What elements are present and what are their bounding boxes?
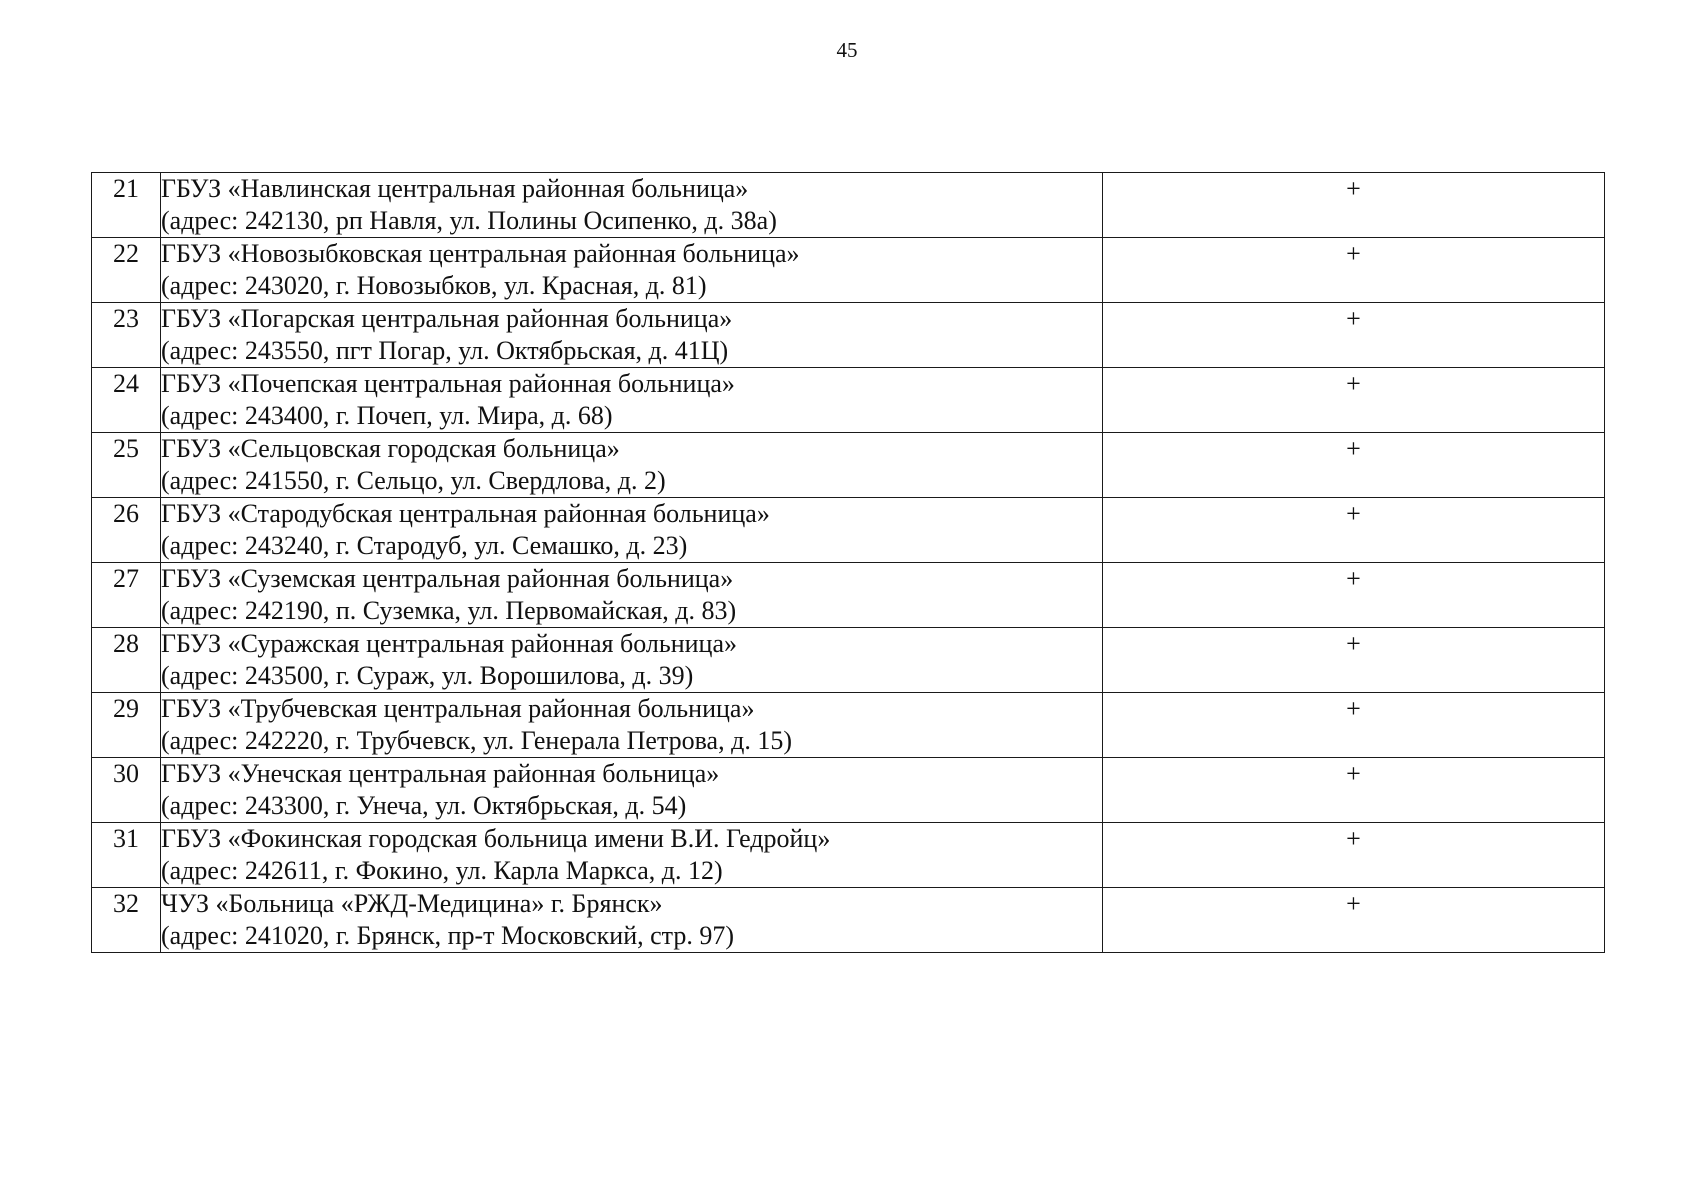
table-row	[92, 238, 1605, 303]
hospital-address: (адрес: 243400, г. Почеп, ул. Мира, д. 68)	[161, 401, 613, 430]
hospital-cell	[161, 563, 1103, 628]
hospital-name: ГБУЗ «Навлинская центральная районная больница»	[161, 174, 749, 203]
plus-mark: +	[1103, 368, 1605, 433]
hospital-address: (адрес: 241020, г. Брянск, пр-т Московский, стр. 97)	[161, 921, 734, 950]
hospital-cell	[161, 693, 1103, 758]
row-number: 23	[92, 303, 161, 368]
hospital-address: (адрес: 243500, г. Сураж, ул. Ворошилова, д. 39)	[161, 661, 694, 690]
table-row	[92, 693, 1605, 758]
table-row	[92, 303, 1605, 368]
hospital-name: ГБУЗ «Сельцовская городская больница»	[161, 434, 620, 463]
hospital-address: (адрес: 243020, г. Новозыбков, ул. Красная, д. 81)	[161, 271, 707, 300]
row-number: 29	[92, 693, 161, 758]
plus-mark: +	[1103, 758, 1605, 823]
row-number: 31	[92, 823, 161, 888]
plus-mark: +	[1103, 823, 1605, 888]
plus-mark: +	[1103, 238, 1605, 303]
hospital-address: (адрес: 243240, г. Стародуб, ул. Семашко, д. 23)	[161, 531, 688, 560]
hospital-address: (адрес: 242220, г. Трубчевск, ул. Генерала Петрова, д. 15)	[161, 726, 792, 755]
row-number: 24	[92, 368, 161, 433]
table-row	[92, 758, 1605, 823]
plus-mark: +	[1103, 303, 1605, 368]
hospital-address: (адрес: 241550, г. Сельцо, ул. Свердлова, д. 2)	[161, 466, 666, 495]
hospital-cell	[161, 368, 1103, 433]
row-number: 32	[92, 888, 161, 953]
hospital-address: (адрес: 242190, п. Суземка, ул. Первомайская, д. 83)	[161, 596, 737, 625]
hospitals-table-body	[92, 173, 1605, 953]
table-row	[92, 368, 1605, 433]
table-row	[92, 173, 1605, 238]
hospital-name: ГБУЗ «Трубчевская центральная районная больница»	[161, 694, 755, 723]
table-row	[92, 498, 1605, 563]
hospital-name: ГБУЗ «Погарская центральная районная больница»	[161, 304, 733, 333]
table-row	[92, 888, 1605, 953]
plus-mark: +	[1103, 563, 1605, 628]
plus-mark: +	[1103, 433, 1605, 498]
hospital-cell	[161, 888, 1103, 953]
table-row	[92, 563, 1605, 628]
row-number: 28	[92, 628, 161, 693]
hospital-cell	[161, 628, 1103, 693]
hospital-name: ГБУЗ «Унечская центральная районная больница»	[161, 759, 720, 788]
plus-mark: +	[1103, 628, 1605, 693]
hospital-cell	[161, 498, 1103, 563]
hospital-name: ГБУЗ «Фокинская городская больница имени В.И. Гедройц»	[161, 824, 831, 853]
table-row	[92, 433, 1605, 498]
plus-mark: +	[1103, 693, 1605, 758]
hospital-cell	[161, 303, 1103, 368]
row-number: 22	[92, 238, 161, 303]
hospital-address: (адрес: 242130, рп Навля, ул. Полины Осипенко, д. 38а)	[161, 206, 777, 235]
row-number: 21	[92, 173, 161, 238]
hospital-name: ГБУЗ «Стародубская центральная районная больница»	[161, 499, 770, 528]
hospital-name: ГБУЗ «Новозыбковская центральная районная больница»	[161, 239, 800, 268]
hospital-cell	[161, 758, 1103, 823]
hospital-cell	[161, 173, 1103, 238]
hospital-cell	[161, 823, 1103, 888]
row-number: 26	[92, 498, 161, 563]
hospital-cell	[161, 238, 1103, 303]
hospital-address: (адрес: 243550, пгт Погар, ул. Октябрьская, д. 41Ц)	[161, 336, 729, 365]
plus-mark: +	[1103, 498, 1605, 563]
hospital-address: (адрес: 243300, г. Унеча, ул. Октябрьская, д. 54)	[161, 791, 687, 820]
table-row	[92, 628, 1605, 693]
hospital-name: ЧУЗ «Больница «РЖД-Медицина» г. Брянск»	[161, 889, 663, 918]
hospital-name: ГБУЗ «Почепская центральная районная больница»	[161, 369, 735, 398]
page-number: 45	[836, 38, 858, 62]
row-number: 27	[92, 563, 161, 628]
table-row	[92, 823, 1605, 888]
hospital-name: ГБУЗ «Суземская центральная районная больница»	[161, 564, 734, 593]
row-number: 30	[92, 758, 161, 823]
plus-mark: +	[1103, 888, 1605, 953]
plus-mark: +	[1103, 173, 1605, 238]
hospital-cell	[161, 433, 1103, 498]
hospitals-table	[91, 172, 1605, 953]
hospital-address: (адрес: 242611, г. Фокино, ул. Карла Маркса, д. 12)	[161, 856, 723, 885]
row-number: 25	[92, 433, 161, 498]
hospital-name: ГБУЗ «Суражская центральная районная больница»	[161, 629, 737, 658]
